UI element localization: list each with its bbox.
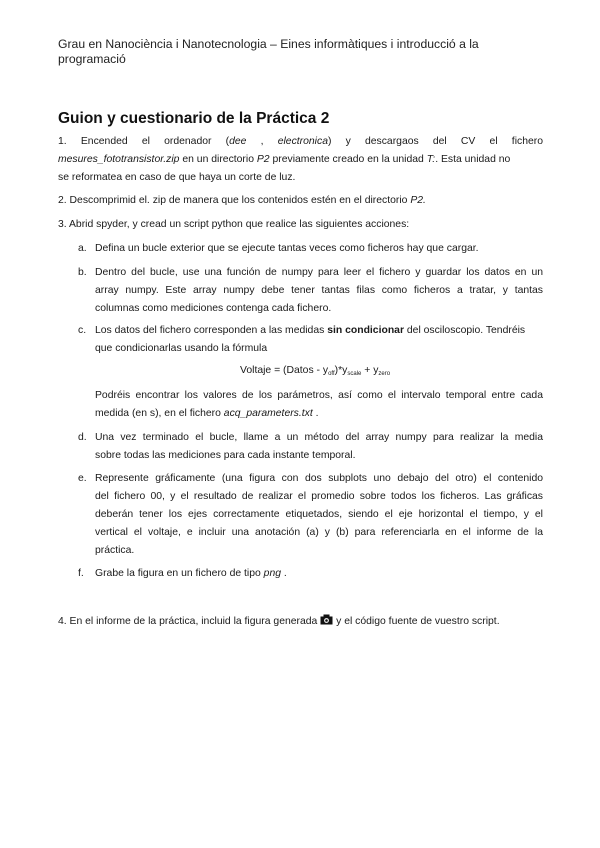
- item-3c-label: c.: [78, 325, 87, 336]
- item-1-line-1: [58, 133, 543, 151]
- png-extension: png: [263, 568, 282, 579]
- page-title: Guion y cuestionario de la Práctica 2: [58, 110, 330, 127]
- item-3f-text-a: Grabe la figura en un fichero de tipo: [95, 568, 264, 579]
- item-3c-line-1: [95, 322, 545, 340]
- item-3f-label: f.: [78, 568, 84, 579]
- formula-sub-zero: zero: [378, 371, 391, 377]
- voltage-formula: [240, 364, 390, 381]
- item-1-dee: dee: [229, 136, 247, 147]
- item-1-line-2-c: . Esta unidad no: [435, 154, 511, 165]
- drive-t: T:: [426, 154, 436, 165]
- item-1-text-a: Encended el ordenador (: [80, 136, 230, 147]
- item-3b-line-3: columnas como mediciones contenga cada fichero.: [95, 303, 332, 314]
- item-3c-text-a: Los datos del fichero corresponden a las medidas: [95, 325, 328, 336]
- formula-sub-off: off: [328, 371, 335, 377]
- zip-filename: mesures_fototransistor.zip: [58, 154, 180, 165]
- item-3d-line-1: Una vez terminado el bucle, llame a un método del array numpy para realizar la media: [95, 432, 543, 443]
- item-3e-line-1: Represente gráficamente (una figura con dos subplots uno debajo del otro) el contenido: [95, 473, 543, 484]
- item-3c-line-4: [95, 405, 319, 423]
- item-3c-line-4-b: .: [312, 408, 319, 419]
- item-1-text-c: ) y descargaos del CV el fichero: [327, 136, 543, 147]
- item-1-electronica: electronica: [277, 136, 328, 147]
- item-3-intro: 3. Abrid spyder, y cread un script python que realice las siguientes acciones:: [58, 219, 410, 230]
- item-3e-line-2: del fichero 00, y el resultado de realizar el promedio sobre todos los ficheros. Las gráficas: [95, 491, 543, 502]
- item-2: [58, 192, 426, 210]
- dir-p2: P2: [256, 154, 270, 165]
- item-3c-line-4-a: medida (en s), en el fichero: [95, 408, 224, 419]
- item-4-text-b: y el código fuente de vuestro script.: [333, 616, 500, 627]
- item-3c-line-3: Podréis encontrar los valores de los parámetros, así como el intervalo temporal entre cada: [95, 390, 543, 401]
- formula-b: )*y: [334, 365, 348, 376]
- item-3e-line-3: deberán tener los ejes correctamente etiquetados, siendo el eje horizontal el tiempo, y el: [95, 509, 543, 520]
- item-3d-line-2: sobre todas las mediciones para cada instante temporal.: [95, 450, 356, 461]
- item-3e-line-4: vertical el voltaje, e incluir una anotación (a) y (b) para referenciarla en el informe de la: [95, 527, 543, 538]
- item-2-text: 2. Descomprimid el. zip de manera que los contenidos estén en el directorio: [58, 195, 411, 206]
- item-4: [58, 613, 500, 631]
- item-3c-line-2: que condicionarlas usando la fórmula: [95, 343, 268, 354]
- item-3f-text: [95, 565, 287, 583]
- item-3a-label: a.: [78, 243, 87, 254]
- item-3c-text-b: del osciloscopio. Tendréis: [404, 325, 526, 336]
- formula-sub-scale: scale: [347, 371, 362, 377]
- item-2-dir: P2.: [410, 195, 426, 206]
- formula-a: Voltaje = (Datos - y: [240, 365, 329, 376]
- camera-icon: [320, 614, 333, 625]
- item-3b-label: b.: [78, 267, 87, 278]
- item-1-line-2-a: en un directorio: [179, 154, 257, 165]
- item-3b-line-1: Dentro del bucle, use una función de numpy para leer el fichero y guardar los datos en un: [95, 267, 543, 278]
- formula-c: + y: [361, 365, 379, 376]
- item-1-line-2: [58, 151, 548, 169]
- course-header: [58, 37, 528, 67]
- item-3a-text: Defina un bucle exterior que se ejecute tantas veces como ficheros hay que cargar.: [95, 243, 479, 254]
- item-4-text-a: 4. En el informe de la práctica, incluid la figura generada: [58, 616, 321, 627]
- item-1-number: 1.: [58, 136, 67, 147]
- acq-parameters-file: acq_parameters.txt: [223, 408, 313, 419]
- item-3e-label: e.: [78, 473, 87, 484]
- item-1-line-2-b: previamente creado en la unidad: [269, 154, 427, 165]
- header-line-2: programació: [58, 52, 126, 66]
- item-3c-bold: sin condicionar: [327, 325, 404, 336]
- item-3d-label: d.: [78, 432, 87, 443]
- header-line-1: Grau en Nanociència i Nanotecnologia – Eines informàtiques i introducció a la: [58, 37, 479, 51]
- item-3f-text-b: .: [281, 568, 287, 579]
- item-1-text-b: ,: [246, 136, 278, 147]
- item-3e-line-5: práctica.: [95, 545, 135, 556]
- item-3b-line-2: array numpy. Este array numpy debe tener tantas filas como ficheros a tratar, y tantas: [95, 285, 543, 296]
- item-1-line-3: se reformatea en caso de que haya un corte de luz.: [58, 172, 296, 183]
